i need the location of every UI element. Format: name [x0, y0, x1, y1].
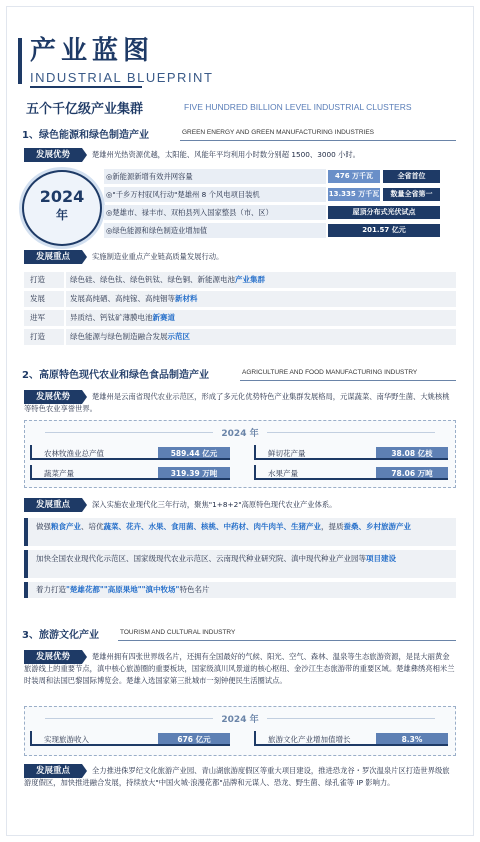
- focus-content: 异质结、钙钛矿薄膜电池新赛道: [70, 313, 175, 322]
- s2-stat: [254, 467, 448, 480]
- s1-stat-label: ◎新能源新增有效并网容量: [106, 172, 193, 181]
- section-heading: 五个千亿级产业集群: [26, 102, 144, 117]
- s1-stat-label: ◎楚雄市、禄丰市、双柏县列入国家整县（市、区）: [106, 208, 273, 217]
- s1-stat-row: [100, 223, 440, 238]
- subtitle-underline: [30, 86, 142, 88]
- s2-stat: [30, 467, 230, 480]
- s1-focus-row: [24, 291, 456, 307]
- s1-stat-value: 476 万千瓦: [328, 170, 380, 183]
- year-unit: 年: [55, 208, 68, 222]
- s3-stat-value: 676 亿元: [158, 733, 230, 746]
- s1-title-en: GREEN ENERGY AND GREEN MANUFACTURING INDUSTRIES: [182, 129, 375, 136]
- s3-year: 2024 年: [221, 715, 259, 725]
- focus-key: 进军: [30, 313, 45, 322]
- s1-focus-row: [24, 329, 456, 345]
- year-badge: [22, 170, 102, 246]
- s2-focus-block: 做强粮食产业、培优蔬菜、花卉、水果、食用菌、核桃、中药材、肉牛肉羊、生猪产业，提质蚕桑、乡村旅游产业: [24, 518, 456, 546]
- s3-advantage-tag: 发展优势: [24, 650, 82, 664]
- s2-stat: [254, 447, 448, 460]
- focus-content: 绿色硅、绿色钛、绿色钒钛、绿色铜、新能源电池产业集群: [70, 275, 265, 284]
- s2-stat-value: 589.44 亿元: [158, 447, 230, 460]
- s1-stat-row: [100, 205, 440, 220]
- focus-key: 发展: [30, 294, 45, 303]
- s1-stat-label: ◎"千乡万村驭风行动"楚雄州 8 个风电项目装机: [106, 190, 260, 199]
- s2-stat-label: 水果产量: [268, 469, 298, 478]
- s3-stat-label: 实现旅游收入: [44, 735, 89, 744]
- s3-stat: [254, 733, 448, 746]
- block-accent: [24, 518, 28, 546]
- s3-focus-tag: 发展重点: [24, 764, 82, 778]
- s1-stat-value: 屋顶分布式光伏试点: [328, 206, 440, 219]
- s1-title: 1、绿色能源和绿色制造产业: [22, 130, 149, 141]
- s2-title: 2、高原特色现代农业和绿色食品制造产业: [22, 370, 209, 381]
- s3-stats-box: [24, 706, 456, 756]
- s1-focus-tag: 发展重点: [24, 250, 82, 264]
- s2-stat: [30, 447, 230, 460]
- focus-key: 打造: [30, 332, 45, 341]
- s2-year: 2024 年: [221, 429, 259, 439]
- s2-stat-label: 农林牧渔业总产值: [44, 449, 104, 458]
- s2-stat-value: 38.08 亿枝: [376, 447, 448, 460]
- s3-stat-label: 旅游文化产业增加值增长: [268, 735, 351, 744]
- focus-content: 发展高纯硒、高纯镓、高纯铟等新材料: [70, 294, 198, 303]
- page-title: 产业蓝图: [30, 36, 155, 66]
- s2-stat-label: 鲜切花产量: [268, 449, 306, 458]
- s2-focus-text: 深入实施农业现代化三年行动，聚焦"1+8+2"高原特色现代农业产业体系。: [92, 500, 337, 509]
- s1-stat-rank: 全省首位: [383, 170, 440, 183]
- s2-advantage-text: 楚雄州是云南省现代农业示范区，形成了多元化优势特色产业集群发展格局，元谋蔬菜、南华野生菌、大姚核桃等特色农业享誉世界。: [24, 392, 450, 413]
- s2-advantage-tag: 发展优势: [24, 390, 82, 404]
- s2-focus-block: 着力打造"楚雄花都""高原果地""滇中牧场"特色名片: [24, 582, 456, 598]
- s1-advantage-tag: 发展优势: [24, 148, 82, 162]
- block-accent: [24, 550, 28, 578]
- s1-stat-value: 201.57 亿元: [328, 224, 440, 237]
- s3-stat-value: 8.3%: [376, 733, 448, 746]
- s3-advantage-text: 楚雄州拥有四张世界级名片，还拥有全国最好的气候、阳光、空气、森林、温泉等生态旅游资源，是昆大丽黄金旅游线上的重要节点，滇中核心旅游圈的重要板块，国家级滇川风景道的核心枢纽、金沙江生态旅游带的重要区域。楚雄彝绣亮相米兰时装周和法国巴黎国际博览会。楚雄入选国家第三批城市一刻钟便民生活圈试点。: [24, 652, 455, 685]
- s2-stat-value: 319.39 万吨: [158, 467, 230, 480]
- section-heading-en: FIVE HUNDRED BILLION LEVEL INDUSTRIAL CLUSTERS: [184, 102, 412, 112]
- s2-focus-tag: 发展重点: [24, 498, 82, 512]
- block-accent: [24, 582, 28, 598]
- s1-stat-row: [100, 187, 440, 202]
- year-number: 2024: [39, 187, 85, 206]
- s1-focus-row: [24, 272, 456, 288]
- s3-focus-text: 全力推进侏罗纪文化旅游产业园、青山湖旅游度假区等重大项目建设，推进恐龙谷・罗次温泉片区打造世界级旅游度假区，加快推进融合发展，持续放大"中国火城·浪漫花都"品牌和元谋人、恐龙、野生菌、绿孔雀等 IP 影响力。: [24, 766, 450, 787]
- focus-key: 打造: [30, 275, 45, 284]
- s2-title-en: AGRICULTURE AND FOOD MANUFACTURING INDUSTRY: [242, 369, 418, 376]
- s2-stat-value: 78.06 万吨: [376, 467, 448, 480]
- s2-stat-label: 蔬菜产量: [44, 469, 74, 478]
- s1-title-rule: [180, 140, 456, 141]
- s1-stat-row: [100, 169, 440, 184]
- s1-stat-rank: 数量全省第一: [383, 188, 440, 201]
- s3-title-rule: [118, 640, 456, 641]
- s2-focus-block: 加快全国农业现代化示范区、国家级现代农业示范区、云南现代种业研究院、滇中现代种业产业园等项目建设: [24, 550, 456, 578]
- s3-title: 3、旅游文化产业: [22, 630, 99, 641]
- s1-advantage-text: 楚雄州光热资源优越，太阳能、风能年平均利用小时数分别超 1500、3000 小时。: [92, 150, 360, 159]
- s1-stat-value: 13.335 万千瓦: [328, 188, 380, 201]
- s1-stat-label: ◎绿色能源和绿色制造业增加值: [106, 226, 208, 235]
- focus-content: 绿色能源与绿色制造融合发展示范区: [70, 332, 190, 341]
- title-accent-bar: [18, 38, 22, 84]
- s2-title-rule: [240, 380, 456, 381]
- s3-stat: [30, 733, 230, 746]
- s3-title-en: TOURISM AND CULTURAL INDUSTRY: [120, 629, 236, 636]
- page-subtitle: INDUSTRIAL BLUEPRINT: [30, 70, 214, 85]
- s1-focus-row: [24, 310, 456, 326]
- s1-focus-text: 实施制造业重点产业链高质量发展行动。: [92, 252, 224, 261]
